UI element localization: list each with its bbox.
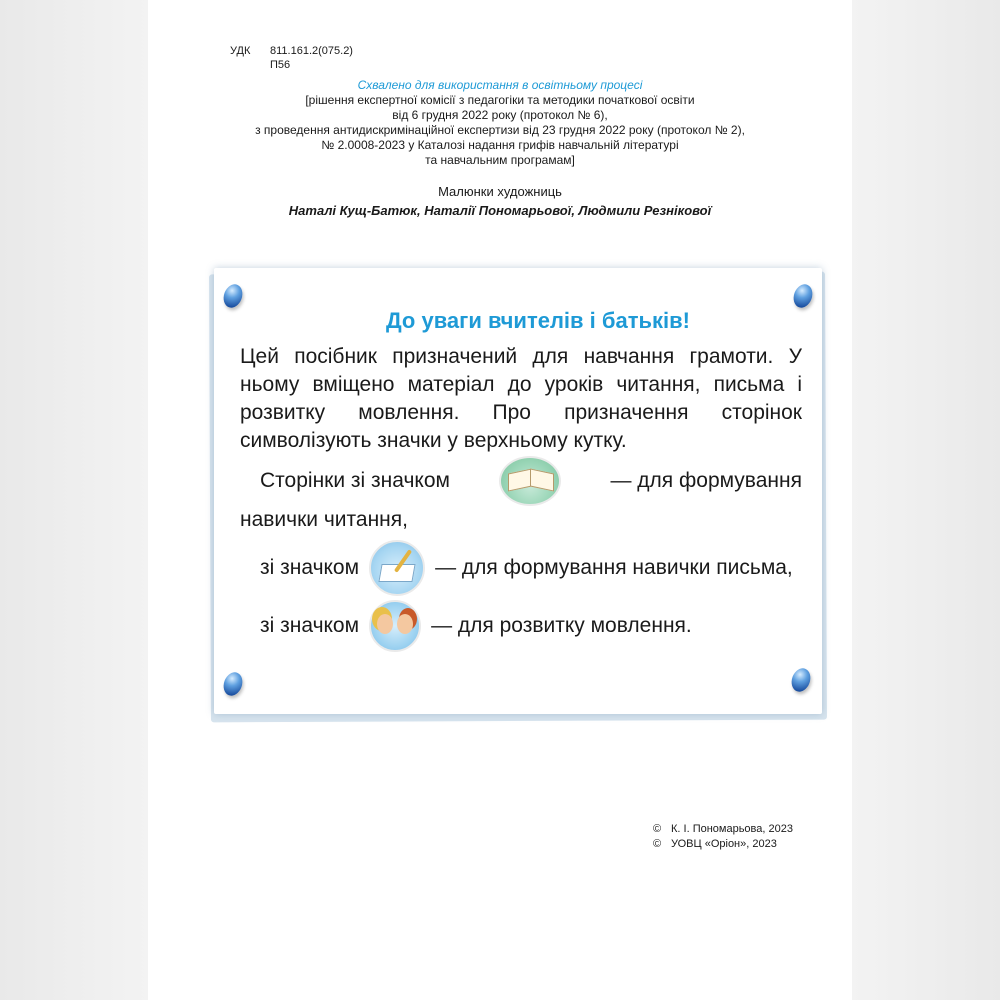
speech-legend [240, 600, 802, 652]
artists-caption: Малюнки художниць [438, 184, 562, 199]
pushpin-icon [790, 282, 815, 311]
approval-line: та навчальним програмам] [425, 153, 575, 167]
document-page [148, 0, 852, 1000]
approval-block [148, 78, 852, 168]
writing-prefix: зі значком [260, 556, 360, 579]
reading-book-icon [499, 456, 561, 506]
speaking-children-icon [369, 600, 421, 652]
copyright-block [653, 822, 793, 852]
approval-line: з проведення антидискримінаційної експертизи від 23 грудня 2022 року (протокол № 2), [255, 123, 745, 137]
approval-heading: Схвалено для використання в освітньому процесі [357, 78, 643, 92]
notice-body: Цей посібник призначений для навчання грамоти. У ньому вміщено матеріал до уроків читання, письма і розвитку мовлення. Про призначення сторінок символізують значки у верхньому кутку. [240, 345, 802, 452]
approval-line: від 6 грудня 2022 року (протокол № 6), [392, 108, 608, 122]
udk-block [230, 44, 353, 72]
artists-names: Наталі Кущ-Батюк, Наталії Пономарьової, Людмили Резнікової [288, 203, 712, 218]
reading-suffix: — для формування [610, 469, 802, 492]
pushpin-icon [220, 282, 245, 311]
copyright-icon: © [653, 823, 662, 835]
approval-line: [рішення експертної комісії з педагогіки та методики початкової освіти [305, 93, 695, 107]
pushpin-icon [220, 670, 245, 699]
udk-label: УДК [230, 45, 251, 57]
writing-suffix: — для формування навички письма, [435, 556, 793, 579]
speech-suffix: — для розвитку мовлення. [431, 614, 692, 637]
udk-code-secondary: П56 [270, 59, 291, 71]
copyright-publisher: УОВЦ «Оріон», 2023 [671, 838, 777, 850]
udk-code: 811.161.2(075.2) [270, 45, 353, 57]
reading-legend [240, 456, 802, 534]
pushpin-icon [788, 666, 813, 695]
copyright-icon: © [653, 838, 662, 850]
reading-prefix: Сторінки зі значком [260, 469, 450, 492]
copyright-author: К. І. Пономарьова, 2023 [671, 823, 793, 835]
notice-title: До уваги вчителів і батьків! [385, 308, 691, 333]
writing-legend [240, 540, 802, 596]
reading-continuation: навички читання, [240, 508, 408, 531]
speech-prefix: зі значком [260, 614, 360, 637]
writing-notebook-icon [369, 540, 425, 596]
notice-card [214, 268, 822, 714]
approval-line: № 2.0008-2023 у Каталозі надання грифів навчальній літературі [321, 138, 679, 152]
